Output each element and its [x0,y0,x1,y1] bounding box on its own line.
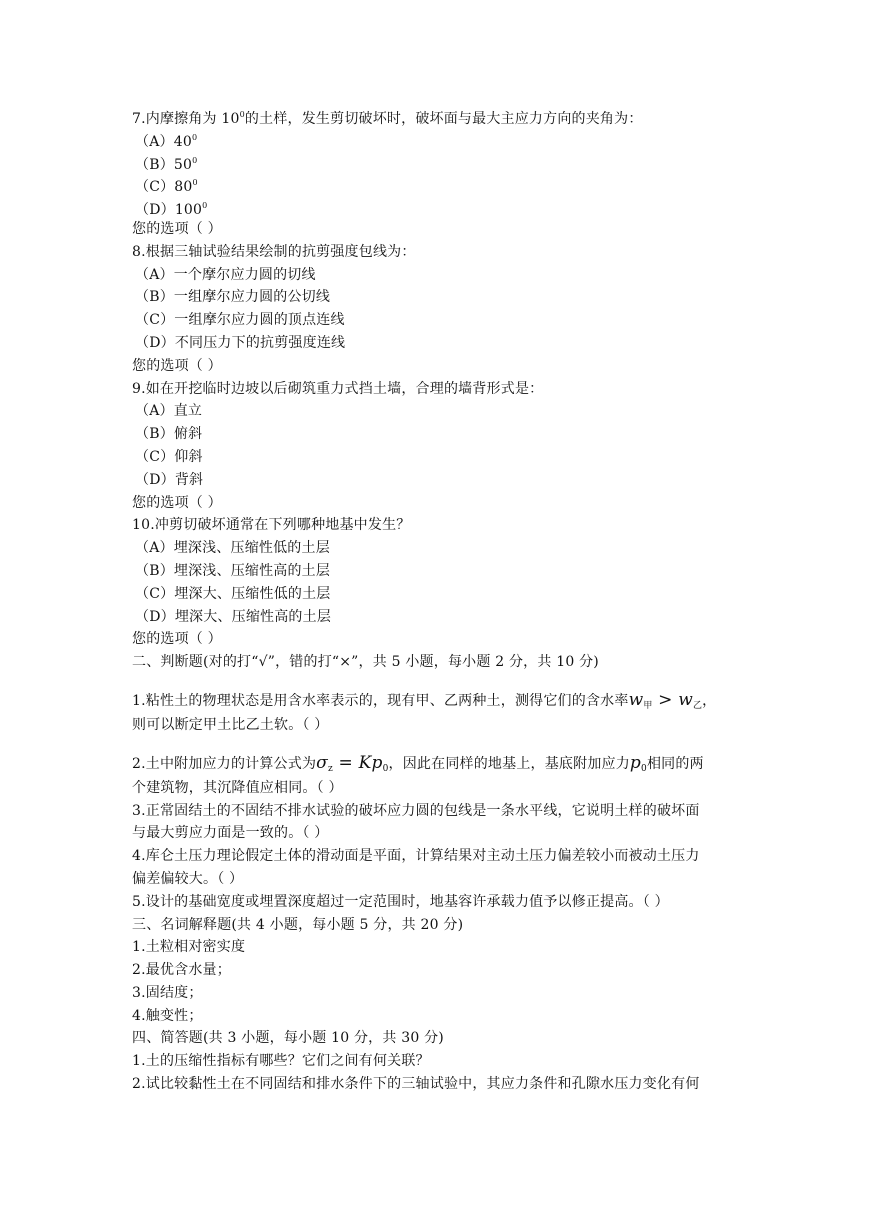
question-10-answer: 您的选项（ ） [132,631,222,648]
term-1: 1.土粒相对密实度 [132,939,246,956]
short-answer-1: 1.土的压缩性指标有哪些？它们之间有何关联？ [132,1053,430,1070]
question-9-option-d: （D）背斜 [135,471,204,488]
question-8-option-d: （D）不同压力下的抗剪强度连线 [135,334,346,351]
question-9-option-b: （B）俯斜 [135,426,203,443]
base-pressure-symbol: $p_0$ [629,752,647,774]
question-8-option-a: （A）一个摩尔应力圆的切线 [135,266,316,283]
judge-4-line-2: 偏差偏较大。（ ） [132,870,244,887]
judge-5-line-1: 5.设计的基础宽度或埋置深度超过一定范围时，地基容许承载力值予以修正提高。（ ） [132,893,669,910]
term-2: 2.最优含水量； [132,962,231,979]
question-10-option-a: （A）埋深浅、压缩性低的土层 [135,540,330,557]
question-7-option-a: $(A)40^0$ [135,132,198,150]
judge-1-line-1: 1.粘性土的物理状态是用含水率表示的，现有甲、乙两种土，测得它们的含水率$w_甲 > w_乙$， [132,689,717,711]
question-7-option-d: $(D)100^0$ [135,201,208,219]
question-8-stem: 8.根据三轴试验结果绘制的抗剪强度包线为： [132,243,416,260]
judge-2-line-1: 2.土中附加应力的计算公式为$\sigma_z = Kp_0$，因此在同样的地基上，基底附加应力$p_0$相同的两 [132,752,704,774]
document-body [132,104,742,1096]
term-4: 4.触变性； [132,1007,203,1024]
water-content-formula: $w_甲 > w_乙$ [628,689,703,711]
question-8-answer: 您的选项（ ） [132,357,222,374]
judge-3-line-1: 3.正常固结土的不固结不排水试验的破坏应力圆的包线是一条水平线，它说明土样的破坏面 [132,802,700,819]
judge-3-line-2: 与最大剪应力面是一致的。（ ） [132,825,329,842]
question-9-option-a: （A）直立 [135,403,203,420]
question-7-option-c: $(C)80^0$ [135,178,198,196]
section-2-heading: 二、判断题(对的打“√”，错的打“×”，共 5 小题，每小题 2 分，共 10 分) [132,654,599,671]
term-3: 3.固结度； [132,984,203,1001]
question-8-option-b: （B）一组摩尔应力圆的公切线 [135,289,331,306]
question-8-option-c: （C）一组摩尔应力圆的顶点连线 [135,312,345,329]
question-9-option-c: （C）仰斜 [135,448,203,465]
question-9-stem: 9.如在开挖临时边坡以后砌筑重力式挡土墙，合理的墙背形式是： [132,380,544,397]
question-7-stem: 7.内摩擦角为 $10^0$的土样，发生剪切破坏时，破坏面与最大主应力方向的夹角为： [132,110,643,127]
stress-formula: $\sigma_z = Kp_0$ [316,752,389,774]
question-7-answer: 您的选项（ ） [132,220,222,237]
judge-2-line-2: 个建筑物，其沉降值应相同。（ ） [132,779,343,796]
judge-1-line-2: 则可以断定甲土比乙土软。（ ） [132,716,329,733]
question-10-option-c: （C）埋深大、压缩性低的土层 [135,585,331,602]
question-10-option-d: （D）埋深大、压缩性高的土层 [135,608,332,625]
section-4-heading: 四、简答题(共 3 小题，每小题 10 分，共 30 分) [132,1030,444,1047]
question-9-answer: 您的选项（ ） [132,494,222,511]
judge-4-line-1: 4.库仑土压力理论假定土体的滑动面是平面，计算结果对主动土压力偏差较小而被动土压力 [132,848,700,865]
question-7-option-b: $(B)50^0$ [135,155,198,173]
question-10-stem: 10.冲剪切破坏通常在下列哪种地基中发生？ [132,517,411,534]
question-10-option-b: （B）埋深浅、压缩性高的土层 [135,562,331,579]
section-3-heading: 三、名词解释题(共 4 小题，每小题 5 分，共 20 分) [132,916,464,933]
short-answer-2: 2.试比较黏性土在不同固结和排水条件下的三轴试验中，其应力条件和孔隙水压力变化有何 [132,1076,700,1093]
